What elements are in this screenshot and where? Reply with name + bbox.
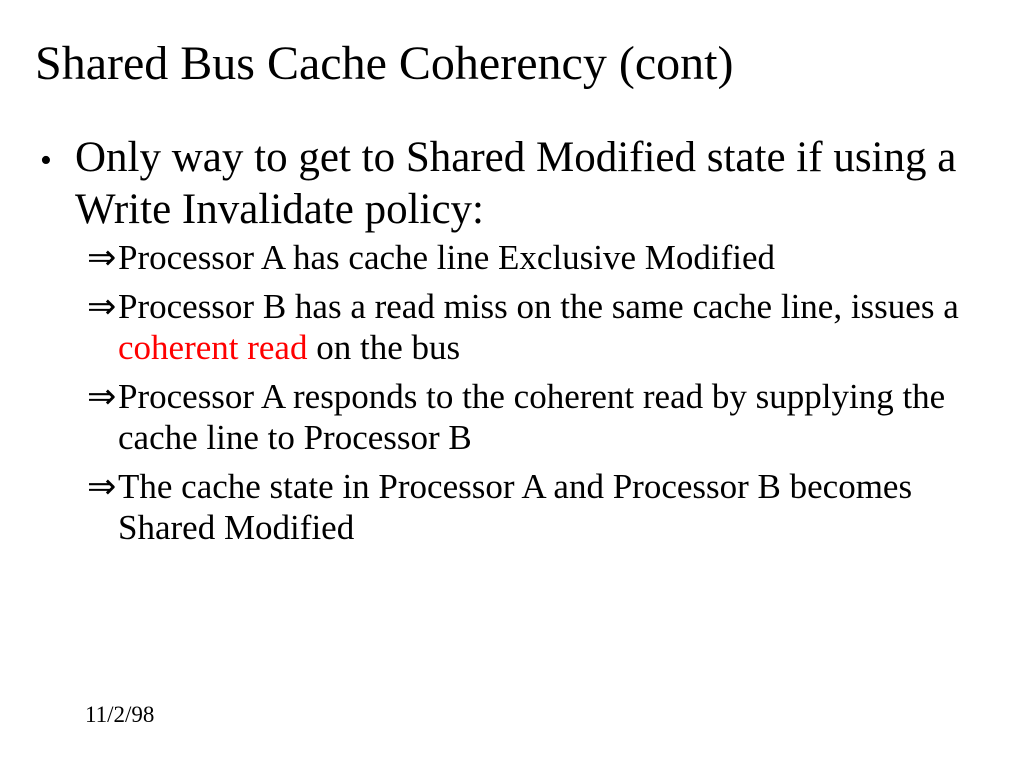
- sub-bullet: [87, 286, 959, 368]
- bullet-item: [40, 133, 956, 234]
- bullet-line: [40, 133, 956, 185]
- sub-bullet-text: Processor A responds to the coherent read by supplying the: [118, 377, 946, 416]
- double-arrow-icon: ⇒: [87, 238, 117, 277]
- sub-bullet-line: [87, 466, 959, 507]
- bullet-line: Write Invalidate policy:: [75, 186, 485, 233]
- bullet-marker: •: [40, 142, 52, 179]
- highlighted-text: coherent read: [118, 328, 308, 367]
- sub-bullet-line: [87, 286, 959, 327]
- sub-bullet-line: [87, 237, 959, 278]
- sub-bullet-list: [87, 237, 959, 556]
- sub-bullet-line: Shared Modified: [118, 508, 355, 547]
- slide-title: Shared Bus Cache Coherency (cont): [35, 37, 734, 90]
- sub-bullet-text: Processor A has cache line Exclusive Modified: [118, 238, 776, 277]
- bullet-text: Only way to get to Shared Modified state if using a: [75, 134, 957, 181]
- sub-bullet-line: [87, 327, 959, 368]
- sub-bullet: [87, 376, 959, 458]
- double-arrow-icon: ⇒: [87, 467, 117, 506]
- sub-bullet-text: Processor B has a read miss on the same cache line, issues a: [118, 287, 959, 326]
- sub-bullet-text: on the bus: [307, 328, 461, 367]
- sub-bullet: [87, 466, 959, 548]
- footer-date: 11/2/98: [85, 702, 155, 727]
- sub-bullet-line: cache line to Processor B: [118, 418, 472, 457]
- sub-bullet: [87, 237, 959, 278]
- double-arrow-icon: ⇒: [87, 287, 117, 326]
- double-arrow-icon: ⇒: [87, 377, 117, 416]
- sub-bullet-text: The cache state in Processor A and Processor B becomes: [118, 467, 913, 506]
- sub-bullet-line: [87, 376, 959, 417]
